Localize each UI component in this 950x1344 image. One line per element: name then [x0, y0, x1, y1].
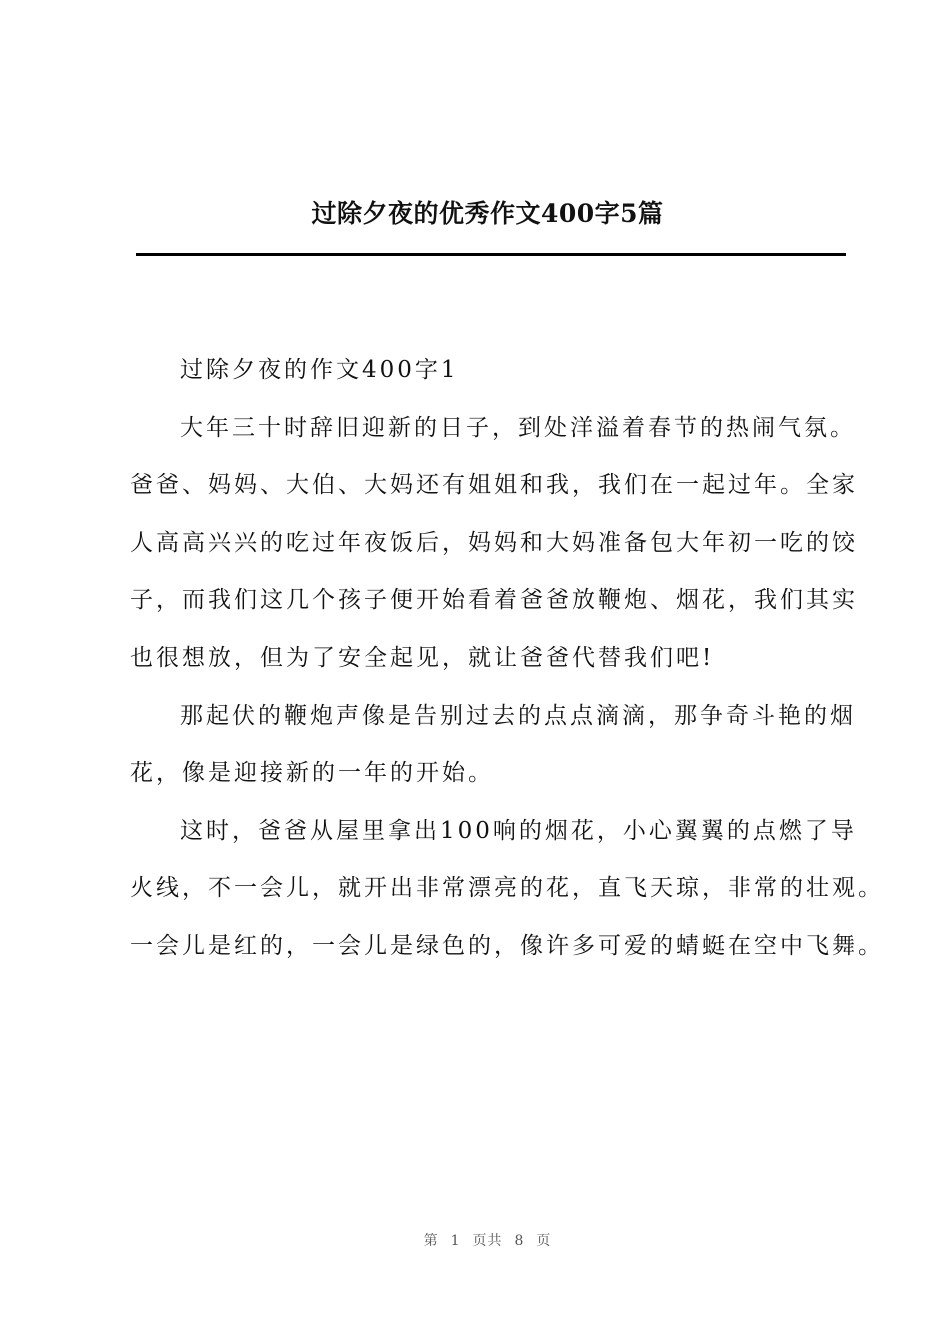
- section-heading: 过除夕夜的作文400字1: [180, 357, 459, 383]
- document-body: [130, 342, 884, 976]
- paragraph-line: 火线，不一会儿，就开出非常漂亮的花，直飞天琼，非常的壮观。: [130, 875, 884, 902]
- document-title: 过除夕夜的优秀作文400字5篇: [311, 199, 664, 228]
- footer-current-page: 1: [450, 1233, 461, 1249]
- page-number-footer: [0, 1230, 950, 1250]
- paragraph-line: 大年三十时辞旧迎新的日子，到处洋溢着春节的热闹气氛。: [180, 414, 856, 441]
- paragraph-line: 这时，爸爸从屋里拿出100响的烟花，小心翼翼的点燃了导: [180, 817, 857, 844]
- paragraph-line: 一会儿是红的，一会儿是绿色的，像许多可爱的蜻蜓在空中飞舞。: [130, 932, 884, 959]
- paragraph-line: 花，像是迎接新的一年的开始。: [130, 760, 494, 787]
- paragraph-line: 也很想放，但为了安全起见，就让爸爸代替我们吧!: [130, 644, 715, 671]
- paragraph-line: 那起伏的鞭炮声像是告别过去的点点滴滴，那争奇斗艳的烟: [180, 702, 856, 729]
- footer-total-pages: 8: [514, 1233, 525, 1249]
- footer-di: 第: [423, 1233, 439, 1249]
- footer-ye: 页: [536, 1233, 552, 1249]
- paragraph-line: 子，而我们这几个孩子便开始看着爸爸放鞭炮、烟花，我们其实: [130, 587, 858, 614]
- title-underline: [136, 253, 846, 256]
- footer-ye-gong: 页共: [472, 1233, 503, 1249]
- paragraph-line: 人高高兴兴的吃过年夜饭后，妈妈和大妈准备包大年初一吃的饺: [130, 529, 858, 556]
- paragraph-line: 爸爸、妈妈、大伯、大妈还有姐姐和我，我们在一起过年。全家: [130, 472, 858, 499]
